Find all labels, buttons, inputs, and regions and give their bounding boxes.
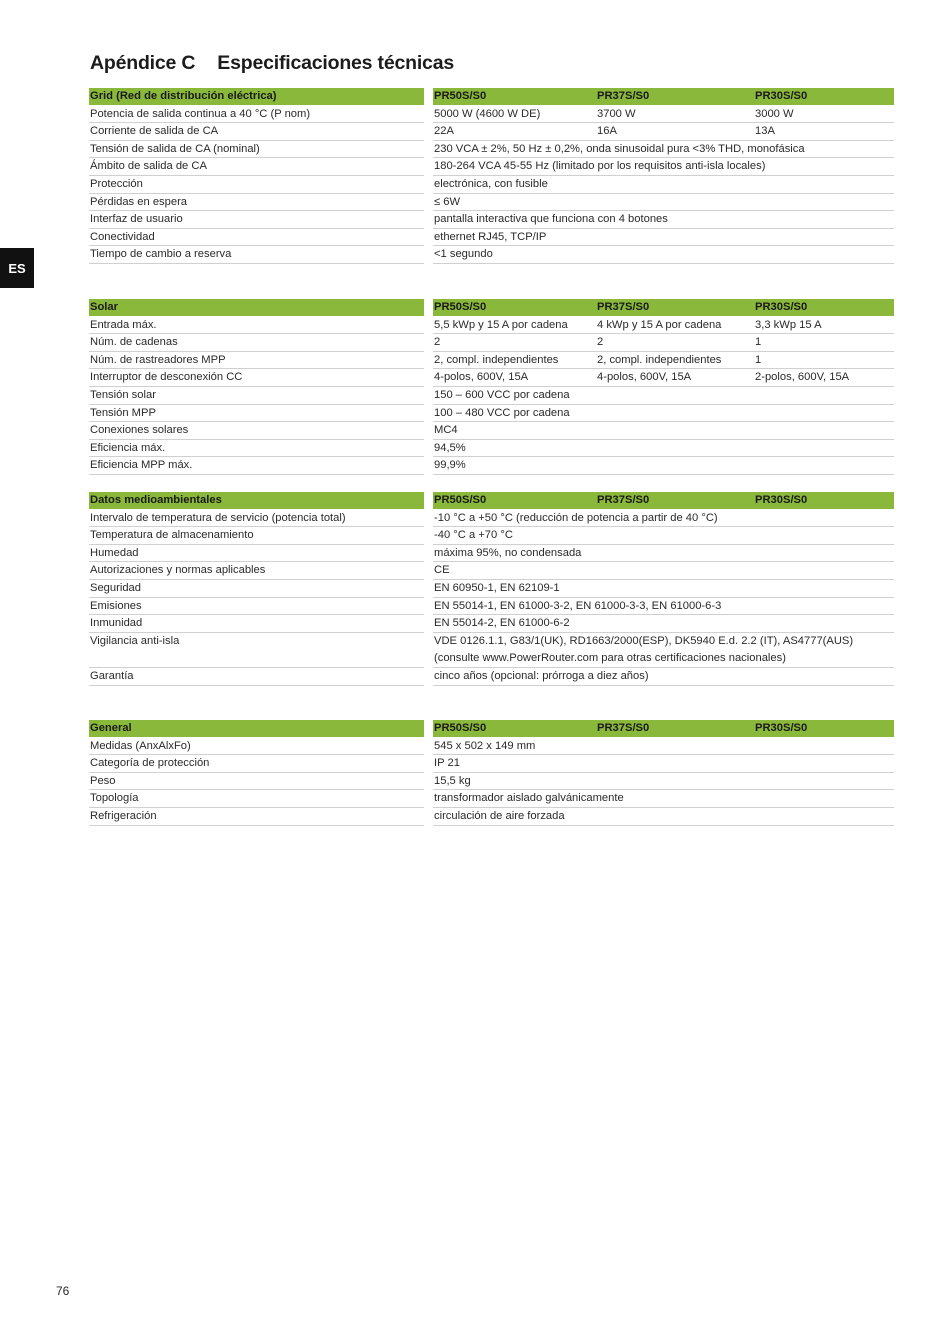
table-row xyxy=(89,211,894,229)
general-spec-table xyxy=(89,720,894,826)
table-row xyxy=(89,615,894,633)
row-value: 2-polos, 600V, 15A xyxy=(754,369,894,387)
table-row xyxy=(89,106,894,124)
row-value: 3000 W xyxy=(754,106,894,124)
row-value: 94,5% xyxy=(433,440,894,458)
row-value: electrónica, con fusible xyxy=(433,176,894,194)
row-value: cinco años (opcional: prórroga a diez años) xyxy=(433,668,894,686)
solar-header-row xyxy=(89,299,894,317)
row-value: 2 xyxy=(596,334,754,352)
row-label: Emisiones xyxy=(89,598,424,616)
row-label: Peso xyxy=(89,773,424,791)
row-value: 1 xyxy=(754,334,894,352)
model-header-1: PR50S/S0 xyxy=(433,299,596,316)
title-appendix: Apéndice C xyxy=(90,52,196,74)
model-header-1: PR50S/S0 xyxy=(433,88,596,105)
row-label: Conectividad xyxy=(89,229,424,247)
row-value: -40 °C a +70 °C xyxy=(433,527,894,545)
row-label: Tensión MPP xyxy=(89,405,424,423)
table-row xyxy=(89,527,894,545)
row-label: Ámbito de salida de CA xyxy=(89,158,424,176)
table-row xyxy=(89,738,894,756)
table-row xyxy=(89,158,894,176)
table-row xyxy=(89,334,894,352)
row-value: 15,5 kg xyxy=(433,773,894,791)
table-row xyxy=(89,808,894,826)
row-label: Núm. de rastreadores MPP xyxy=(89,352,424,370)
model-header-2: PR37S/S0 xyxy=(596,88,754,105)
row-value: <1 segundo xyxy=(433,246,894,264)
model-header-3: PR30S/S0 xyxy=(754,299,894,316)
row-value: 2 xyxy=(433,334,596,352)
row-label: Categoría de protección xyxy=(89,755,424,773)
table-row xyxy=(89,457,894,475)
table-row xyxy=(89,562,894,580)
row-value: 22A xyxy=(433,123,596,141)
row-label: Tensión de salida de CA (nominal) xyxy=(89,141,424,159)
row-value: 16A xyxy=(596,123,754,141)
model-header-3: PR30S/S0 xyxy=(754,492,894,509)
row-label: Potencia de salida continua a 40 °C (P nom) xyxy=(89,106,424,124)
table-row xyxy=(89,598,894,616)
grid-spec-table xyxy=(89,88,894,264)
solar-spec-table xyxy=(89,299,894,475)
row-value: 5000 W (4600 W DE) xyxy=(433,106,596,124)
table-row xyxy=(89,369,894,387)
table-row xyxy=(89,246,894,264)
general-heading: General xyxy=(89,720,424,737)
row-value: circulación de aire forzada xyxy=(433,808,894,826)
table-row xyxy=(89,440,894,458)
row-value xyxy=(433,633,894,668)
row-label: Tiempo de cambio a reserva xyxy=(89,246,424,264)
table-row xyxy=(89,510,894,528)
model-header-2: PR37S/S0 xyxy=(596,720,754,737)
model-header-2: PR37S/S0 xyxy=(596,492,754,509)
row-value: 4-polos, 600V, 15A xyxy=(433,369,596,387)
model-header-1: PR50S/S0 xyxy=(433,720,596,737)
row-value: 1 xyxy=(754,352,894,370)
row-value-line-1: VDE 0126.1.1, G83/1(UK), RD1663/2000(ESP), DK5940 E.d. 2.2 (IT), AS4777(AUS) xyxy=(434,634,854,647)
row-label: Corriente de salida de CA xyxy=(89,123,424,141)
row-value: EN 60950-1, EN 62109-1 xyxy=(433,580,894,598)
row-value: 4 kWp y 15 A por cadena xyxy=(596,317,754,335)
row-value: 230 VCA ± 2%, 50 Hz ± 0,2%, onda sinusoidal pura <3% THD, monofásica xyxy=(433,141,894,159)
environment-heading: Datos medioambientales xyxy=(89,492,424,509)
row-label: Tensión solar xyxy=(89,387,424,405)
row-value: 150 – 600 VCC por cadena xyxy=(433,387,894,405)
table-row xyxy=(89,194,894,212)
row-value: CE xyxy=(433,562,894,580)
row-value: 180-264 VCA 45-55 Hz (limitado por los requisitos anti-isla locales) xyxy=(433,158,894,176)
row-label: Entrada máx. xyxy=(89,317,424,335)
table-row xyxy=(89,317,894,335)
table-row xyxy=(89,405,894,423)
row-value: ≤ 6W xyxy=(433,194,894,212)
grid-header-row xyxy=(89,88,894,106)
page-number: 76 xyxy=(56,1284,70,1298)
row-label: Interfaz de usuario xyxy=(89,211,424,229)
row-value: 2, compl. independientes xyxy=(596,352,754,370)
row-label: Interruptor de desconexión CC xyxy=(89,369,424,387)
language-tab: ES xyxy=(0,248,34,288)
row-value: 99,9% xyxy=(433,457,894,475)
solar-heading: Solar xyxy=(89,299,424,316)
row-label: Topología xyxy=(89,790,424,808)
table-row xyxy=(89,229,894,247)
table-row xyxy=(89,755,894,773)
row-label: Garantía xyxy=(89,668,424,686)
row-label: Pérdidas en espera xyxy=(89,194,424,212)
row-value: 2, compl. independientes xyxy=(433,352,596,370)
general-header-row xyxy=(89,720,894,738)
table-row xyxy=(89,545,894,563)
row-value: MC4 xyxy=(433,422,894,440)
table-row xyxy=(89,422,894,440)
model-header-3: PR30S/S0 xyxy=(754,88,894,105)
row-label: Humedad xyxy=(89,545,424,563)
row-value: 5,5 kWp y 15 A por cadena xyxy=(433,317,596,335)
row-label: Conexiones solares xyxy=(89,422,424,440)
row-label: Autorizaciones y normas aplicables xyxy=(89,562,424,580)
table-row xyxy=(89,790,894,808)
row-value: 3,3 kWp 15 A xyxy=(754,317,894,335)
grid-heading: Grid (Red de distribución eléctrica) xyxy=(89,88,424,105)
row-value: 4-polos, 600V, 15A xyxy=(596,369,754,387)
row-value: máxima 95%, no condensada xyxy=(433,545,894,563)
table-row xyxy=(89,633,894,668)
row-label: Temperatura de almacenamiento xyxy=(89,527,424,545)
row-label: Intervalo de temperatura de servicio (potencia total) xyxy=(89,510,424,528)
row-label: Inmunidad xyxy=(89,615,424,633)
table-row xyxy=(89,773,894,791)
row-value: EN 55014-2, EN 61000-6-2 xyxy=(433,615,894,633)
row-value: 100 – 480 VCC por cadena xyxy=(433,405,894,423)
table-row xyxy=(89,123,894,141)
row-value: 13A xyxy=(754,123,894,141)
row-value-line-2: (consulte www.PowerRouter.com para otras certificaciones nacionales) xyxy=(434,652,786,665)
row-label: Eficiencia máx. xyxy=(89,440,424,458)
row-label: Medidas (AnxAlxFo) xyxy=(89,738,424,756)
row-label: Refrigeración xyxy=(89,808,424,826)
environment-spec-table xyxy=(89,492,894,686)
table-row xyxy=(89,387,894,405)
model-header-3: PR30S/S0 xyxy=(754,720,894,737)
title-text: Especificaciones técnicas xyxy=(217,52,454,74)
row-value: pantalla interactiva que funciona con 4 botones xyxy=(433,211,894,229)
page-title xyxy=(90,52,454,75)
row-value: 545 x 502 x 149 mm xyxy=(433,738,894,756)
row-label: Protección xyxy=(89,176,424,194)
table-row xyxy=(89,668,894,686)
row-value: ethernet RJ45, TCP/IP xyxy=(433,229,894,247)
model-header-2: PR37S/S0 xyxy=(596,299,754,316)
row-value: 3700 W xyxy=(596,106,754,124)
row-label: Eficiencia MPP máx. xyxy=(89,457,424,475)
row-value: IP 21 xyxy=(433,755,894,773)
table-row xyxy=(89,580,894,598)
model-header-1: PR50S/S0 xyxy=(433,492,596,509)
table-row xyxy=(89,141,894,159)
row-label: Vigilancia anti-isla xyxy=(89,633,424,668)
row-label: Seguridad xyxy=(89,580,424,598)
row-label: Núm. de cadenas xyxy=(89,334,424,352)
row-value: transformador aislado galvánicamente xyxy=(433,790,894,808)
row-value: EN 55014-1, EN 61000-3-2, EN 61000-3-3, EN 61000-6-3 xyxy=(433,598,894,616)
table-row xyxy=(89,176,894,194)
row-value: -10 °C a +50 °C (reducción de potencia a partir de 40 °C) xyxy=(433,510,894,528)
environment-header-row xyxy=(89,492,894,510)
table-row xyxy=(89,352,894,370)
